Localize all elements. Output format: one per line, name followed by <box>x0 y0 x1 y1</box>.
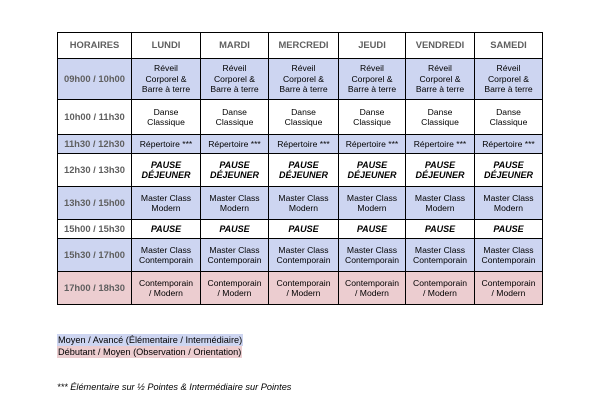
time-slot: 09h00 / 10h00 <box>58 59 132 100</box>
activity-cell <box>201 135 269 154</box>
header-mercredi: MERCREDI <box>269 33 339 59</box>
activity-line: Master Class <box>209 192 260 203</box>
activity-line: Réveil <box>496 63 521 74</box>
activity-line: Réveil <box>360 63 384 74</box>
activity-line: Master Class <box>140 244 192 255</box>
activity-line: PAUSE <box>219 223 250 234</box>
activity-line: Contemporain <box>139 277 193 288</box>
activity-cell <box>269 187 339 220</box>
activity-line: Contemporain <box>276 255 331 265</box>
activity-cell <box>406 135 475 154</box>
activity-cell <box>269 100 339 135</box>
header-samedi: SAMEDI <box>475 33 543 59</box>
activity-line: Master Class <box>278 192 329 203</box>
activity-cell <box>475 100 543 135</box>
activity-cell <box>475 239 543 272</box>
activity-cell <box>475 154 543 187</box>
activity-line: Répertoire *** <box>482 138 535 149</box>
activity-cell <box>339 100 406 135</box>
activity-line: Réveil <box>222 63 247 74</box>
activity-line: Modern <box>219 203 250 213</box>
activity-line: PAUSE <box>150 223 182 234</box>
header-lundi: LUNDI <box>132 33 201 59</box>
time-slot: 13h30 / 15h00 <box>58 187 132 220</box>
activity-cell <box>132 154 201 187</box>
activity-cell <box>475 59 543 100</box>
activity-cell <box>339 187 406 220</box>
activity-line: Contemporain <box>413 255 467 265</box>
activity-line: Barre à terre <box>141 84 191 95</box>
activity-line: / Modern <box>423 288 457 298</box>
time-slot: 17h00 / 18h30 <box>58 272 132 305</box>
activity-line: Master Class <box>278 244 329 255</box>
activity-line: DÉJEUNER <box>415 170 465 180</box>
activity-cell <box>475 135 543 154</box>
activity-line: Master Class <box>140 192 192 203</box>
activity-cell <box>201 272 269 305</box>
activity-line: Réveil <box>291 63 316 74</box>
activity-line: DÉJEUNER <box>209 170 259 180</box>
activity-cell <box>406 100 475 135</box>
activity-cell <box>406 154 475 187</box>
activity-cell <box>406 187 475 220</box>
activity-line: Corporel & <box>213 73 256 84</box>
activity-cell <box>269 220 339 239</box>
schedule-row <box>58 272 543 305</box>
activity-cell <box>406 272 475 305</box>
activity-cell <box>132 187 201 220</box>
activity-line: DÉJEUNER <box>347 170 397 180</box>
time-slot: 15h00 / 15h30 <box>58 220 132 239</box>
header-vendredi: VENDREDI <box>406 33 475 59</box>
activity-cell <box>201 100 269 135</box>
activity-line: Classique <box>284 117 323 127</box>
activity-line: Classique <box>215 117 254 127</box>
activity-line: Corporel & <box>487 73 530 84</box>
activity-line: PAUSE <box>150 159 182 170</box>
activity-line: PAUSE <box>493 223 524 234</box>
legend-pink: Débutant / Moyen (Observation / Orientation) <box>58 347 242 357</box>
activity-line: / Modern <box>149 288 183 298</box>
time-slot: 15h30 / 17h00 <box>58 239 132 272</box>
activity-cell <box>475 272 543 305</box>
schedule-row <box>58 154 543 187</box>
schedule-row <box>58 220 543 239</box>
activity-line: Contemporain <box>207 255 262 265</box>
time-slot: 12h30 / 13h30 <box>58 154 132 187</box>
activity-cell <box>406 239 475 272</box>
activity-line: Danse <box>291 106 316 117</box>
activity-cell <box>132 272 201 305</box>
activity-line: DÉJEUNER <box>141 170 191 180</box>
activity-line: Danse <box>153 106 179 117</box>
activity-line: Contemporain <box>481 277 536 288</box>
activity-line: Contemporain <box>345 255 399 265</box>
activity-line: Contemporain <box>207 277 262 288</box>
activity-line: Master Class <box>209 244 260 255</box>
activity-line: DÉJEUNER <box>278 170 328 180</box>
activity-line: Corporel & <box>351 73 393 84</box>
activity-line: Répertoire *** <box>208 138 261 149</box>
schedule-row <box>58 135 543 154</box>
header-horaires: HORAIRES <box>58 33 132 59</box>
activity-line: Modern <box>151 203 181 213</box>
activity-cell <box>269 239 339 272</box>
activity-line: Classique <box>489 117 528 127</box>
activity-line: Répertoire *** <box>345 138 399 149</box>
activity-line: / Modern <box>286 288 321 298</box>
activity-line: Master Class <box>346 244 398 255</box>
header-row <box>58 33 543 59</box>
activity-line: Contemporain <box>413 277 467 288</box>
activity-line: PAUSE <box>356 223 388 234</box>
activity-line: / Modern <box>355 288 389 298</box>
schedule-row <box>58 100 543 135</box>
activity-line: PAUSE <box>356 159 388 170</box>
activity-line: Corporel & <box>419 73 461 84</box>
activity-cell <box>269 272 339 305</box>
schedule-body <box>58 59 543 305</box>
activity-line: Réveil <box>428 63 452 74</box>
activity-cell <box>339 135 406 154</box>
schedule-row <box>58 239 543 272</box>
activity-line: Classique <box>147 117 185 127</box>
header-mardi: MARDI <box>201 33 269 59</box>
activity-line: Contemporain <box>345 277 399 288</box>
legend-blue: Moyen / Avancé (Élémentaire / Intermédiaire) <box>58 335 243 345</box>
schedule-row <box>58 59 543 100</box>
activity-line: Barre à terre <box>484 84 533 95</box>
time-slot: 11h30 / 12h30 <box>58 135 132 154</box>
activity-cell <box>339 220 406 239</box>
activity-line: Master Class <box>346 192 398 203</box>
activity-cell <box>339 154 406 187</box>
activity-line: Master Class <box>483 244 534 255</box>
activity-line: Modern <box>493 203 524 213</box>
activity-line: Contemporain <box>481 255 536 265</box>
activity-line: Répertoire *** <box>413 138 467 149</box>
activity-line: PAUSE <box>424 223 456 234</box>
activity-line: Corporel & <box>282 73 325 84</box>
activity-cell <box>339 272 406 305</box>
activity-cell <box>201 154 269 187</box>
activity-cell <box>201 187 269 220</box>
activity-cell <box>475 220 543 239</box>
activity-cell <box>269 135 339 154</box>
activity-cell <box>132 239 201 272</box>
time-slot: 10h00 / 11h30 <box>58 100 132 135</box>
activity-line: Contemporain <box>139 255 193 265</box>
activity-line: Contemporain <box>276 277 331 288</box>
activity-line: Danse <box>427 106 453 117</box>
activity-line: Répertoire *** <box>139 138 193 149</box>
activity-line: Danse <box>222 106 247 117</box>
activity-line: PAUSE <box>493 159 524 170</box>
activity-line: Barre à terre <box>415 84 465 95</box>
activity-line: Danse <box>359 106 385 117</box>
activity-line: Classique <box>353 117 391 127</box>
activity-line: PAUSE <box>288 223 319 234</box>
activity-line: Master Class <box>483 192 534 203</box>
header-jeudi: JEUDI <box>339 33 406 59</box>
activity-cell <box>201 59 269 100</box>
activity-line: Modern <box>288 203 319 213</box>
activity-line: Danse <box>496 106 521 117</box>
activity-cell <box>406 59 475 100</box>
activity-line: Master Class <box>414 192 466 203</box>
activity-line: Répertoire *** <box>277 138 330 149</box>
activity-line: / Modern <box>217 288 252 298</box>
activity-line: PAUSE <box>219 159 250 170</box>
schedule-table <box>57 32 543 305</box>
footnote: *** Élémentaire sur ½ Pointes & Intermédiaire sur Pointes <box>57 382 292 392</box>
activity-cell <box>201 239 269 272</box>
activity-line: Modern <box>357 203 387 213</box>
activity-cell <box>339 239 406 272</box>
activity-line: Modern <box>425 203 455 213</box>
activity-cell <box>132 59 201 100</box>
activity-line: Réveil <box>154 63 178 74</box>
activity-line: PAUSE <box>424 159 456 170</box>
activity-cell <box>269 59 339 100</box>
activity-cell <box>406 220 475 239</box>
activity-cell <box>132 220 201 239</box>
activity-cell <box>339 59 406 100</box>
activity-line: Barre à terre <box>279 84 328 95</box>
activity-cell <box>269 154 339 187</box>
activity-line: PAUSE <box>288 159 319 170</box>
activity-line: / Modern <box>491 288 526 298</box>
activity-line: DÉJEUNER <box>483 170 533 180</box>
activity-line: Master Class <box>414 244 466 255</box>
activity-line: Barre à terre <box>210 84 259 95</box>
activity-cell <box>475 187 543 220</box>
activity-cell <box>201 220 269 239</box>
schedule-row <box>58 187 543 220</box>
activity-cell <box>132 135 201 154</box>
activity-line: Classique <box>421 117 459 127</box>
activity-line: Barre à terre <box>347 84 397 95</box>
activity-cell <box>132 100 201 135</box>
activity-line: Corporel & <box>145 73 187 84</box>
